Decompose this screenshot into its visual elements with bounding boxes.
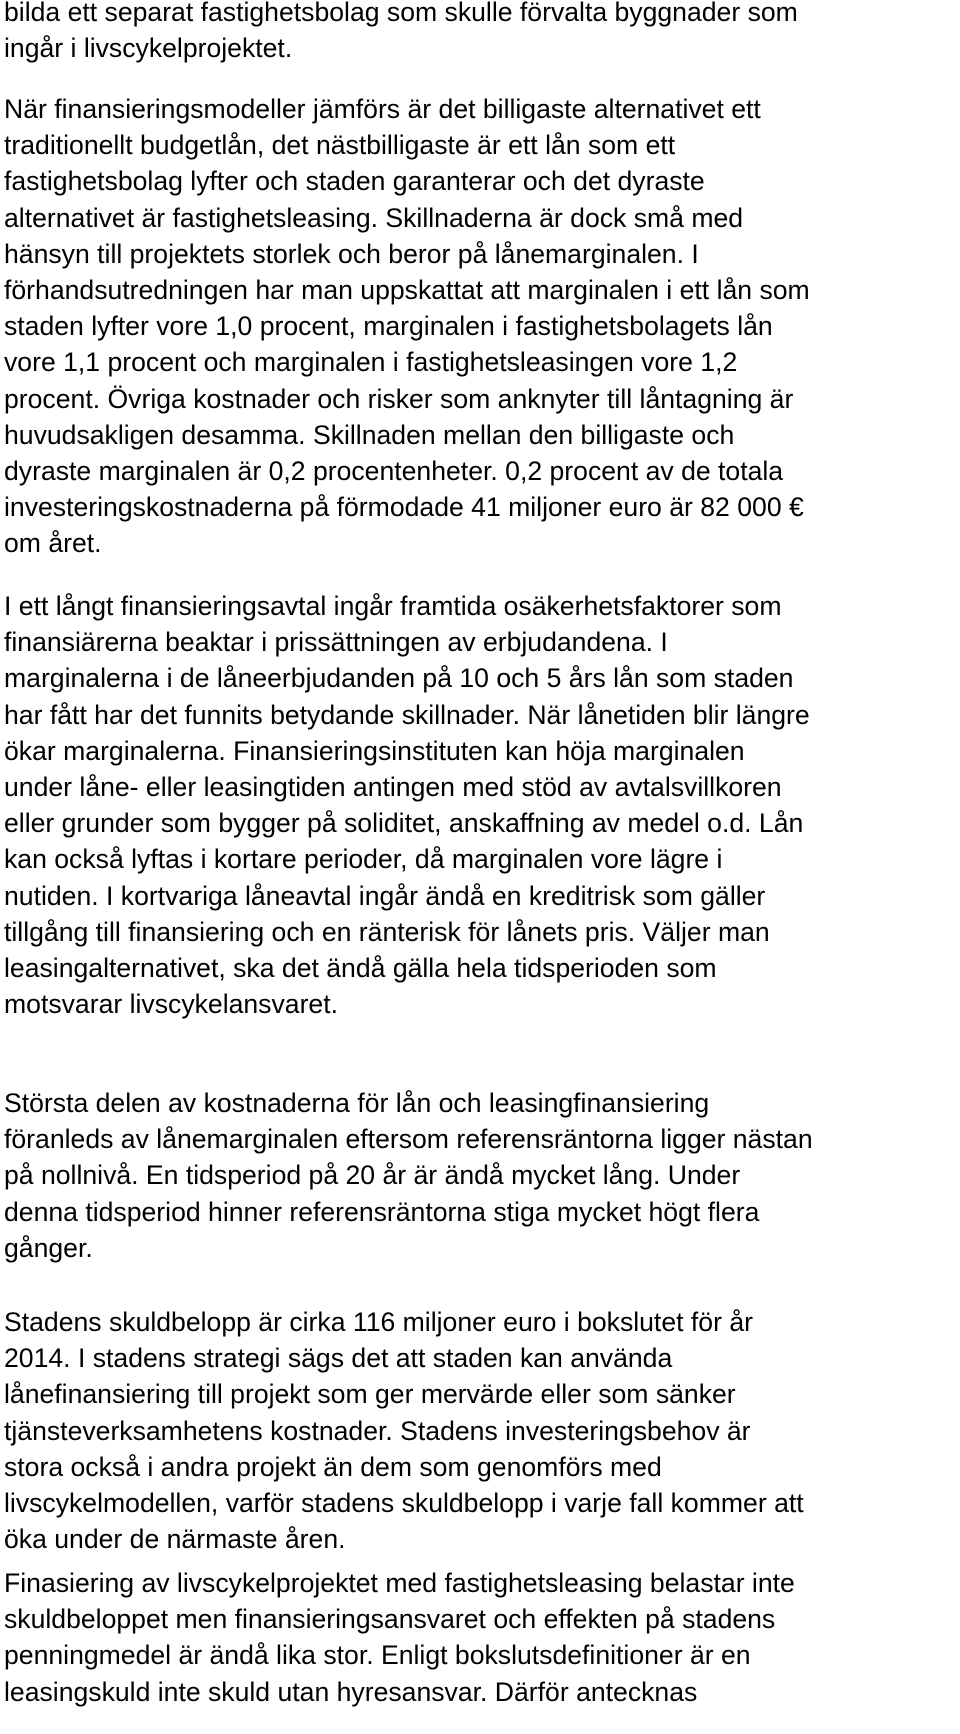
text-line: föranleds av lånemarginalen eftersom referensräntorna ligger nästan	[4, 1124, 813, 1155]
text-line: 2014. I stadens strategi sägs det att staden kan använda	[4, 1343, 673, 1374]
text-line: stora också i andra projekt än dem som genomförs med	[4, 1451, 662, 1482]
text-line: denna tidsperiod hinner referensräntorna stiga mycket högt flera	[4, 1196, 760, 1227]
text-line: Stadens skuldbelopp är cirka 116 miljoner euro i bokslutet för år	[4, 1307, 753, 1337]
paragraph-6	[4, 1565, 795, 1710]
text-line: öka under de närmaste åren.	[4, 1524, 346, 1555]
text-line: gånger.	[4, 1232, 93, 1263]
text-line: bilda ett separat fastighetsbolag som skulle förvalta byggnader som	[4, 0, 798, 27]
paragraph-2	[4, 91, 810, 562]
text-line: eller grunder som bygger på soliditet, anskaffning av medel o.d. Lån	[4, 808, 804, 839]
paragraph-5	[4, 1304, 804, 1557]
text-line: motsvarar livscykelansvaret.	[4, 989, 338, 1020]
text-line: tillgång till finansiering och en ränterisk för lånets pris. Väljer man	[4, 916, 770, 947]
text-line: penningmedel är ändå lika stor. Enligt bokslutsdefinitioner är en	[4, 1640, 751, 1671]
text-line: på nollnivå. En tidsperiod på 20 år är ändå mycket lång. Under	[4, 1160, 741, 1191]
text-line: leasingskuld inte skuld utan hyresansvar. Därför antecknas	[4, 1676, 698, 1707]
text-line: hänsyn till projektets storlek och beror på lånemarginalen. I	[4, 238, 699, 269]
text-line: ingår i livscykelprojektet.	[4, 33, 293, 64]
text-line: Största delen av kostnaderna för lån och leasingfinansiering	[4, 1088, 710, 1118]
text-line: alternativet är fastighetsleasing. Skillnaderna är dock små med	[4, 202, 744, 233]
paragraph-4	[4, 1085, 813, 1266]
paragraph-1	[4, 0, 798, 66]
text-line: huvudsakligen desamma. Skillnaden mellan den billigaste och	[4, 419, 735, 450]
text-line: leasingalternativet, ska det ändå gälla hela tidsperioden som	[4, 953, 717, 984]
text-line: tjänsteverksamhetens kostnader. Stadens investeringsbehov är	[4, 1415, 751, 1446]
text-line: procent. Övriga kostnader och risker som anknyter till låntagning är	[4, 383, 794, 414]
text-line: I ett långt finansieringsavtal ingår framtida osäkerhetsfaktorer som	[4, 591, 782, 621]
text-line: dyraste marginalen är 0,2 procentenheter. 0,2 procent av de totala	[4, 456, 784, 487]
text-line: under låne- eller leasingtiden antingen med stöd av avtalsvillkoren	[4, 772, 782, 803]
text-line: När finansieringsmodeller jämförs är det billigaste alternativet ett	[4, 94, 761, 124]
text-line: traditionellt budgetlån, det nästbilligaste är ett lån som ett	[4, 130, 676, 161]
text-line: ökar marginalerna. Finansieringsinstituten kan höja marginalen	[4, 735, 745, 766]
text-line: livscykelmodellen, varför stadens skuldbelopp i varje fall kommer att	[4, 1488, 804, 1519]
text-line: vore 1,1 procent och marginalen i fastighetsleasingen vore 1,2	[4, 347, 738, 378]
text-line: nutiden. I kortvariga låneavtal ingår ändå en kreditrisk som gäller	[4, 880, 766, 911]
text-line: Finasiering av livscykelprojektet med fastighetsleasing belastar inte	[4, 1568, 795, 1598]
paragraph-3	[4, 588, 810, 1022]
text-line: skuldbeloppet men finansieringsansvaret och effekten på stadens	[4, 1604, 776, 1635]
text-line: fastighetsbolag lyfter och staden garanterar och det dyraste	[4, 166, 705, 197]
text-line: finansiärerna beaktar i prissättningen av erbjudandena. I	[4, 627, 668, 658]
text-line: investeringskostnaderna på förmodade 41 miljoner euro är 82 000 €	[4, 492, 804, 523]
text-line: förhandsutredningen har man uppskattat att marginalen i ett lån som	[4, 275, 810, 306]
text-line: kan också lyftas i kortare perioder, då marginalen vore lägre i	[4, 844, 723, 875]
text-line: staden lyfter vore 1,0 procent, marginalen i fastighetsbolagets lån	[4, 311, 773, 342]
text-line: har fått har det funnits betydande skillnader. När lånetiden blir längre	[4, 699, 810, 730]
text-line: om året.	[4, 528, 102, 559]
text-line: lånefinansiering till projekt som ger mervärde eller som sänker	[4, 1379, 736, 1410]
text-line: marginalerna i de låneerbjudanden på 10 och 5 års lån som staden	[4, 663, 794, 694]
